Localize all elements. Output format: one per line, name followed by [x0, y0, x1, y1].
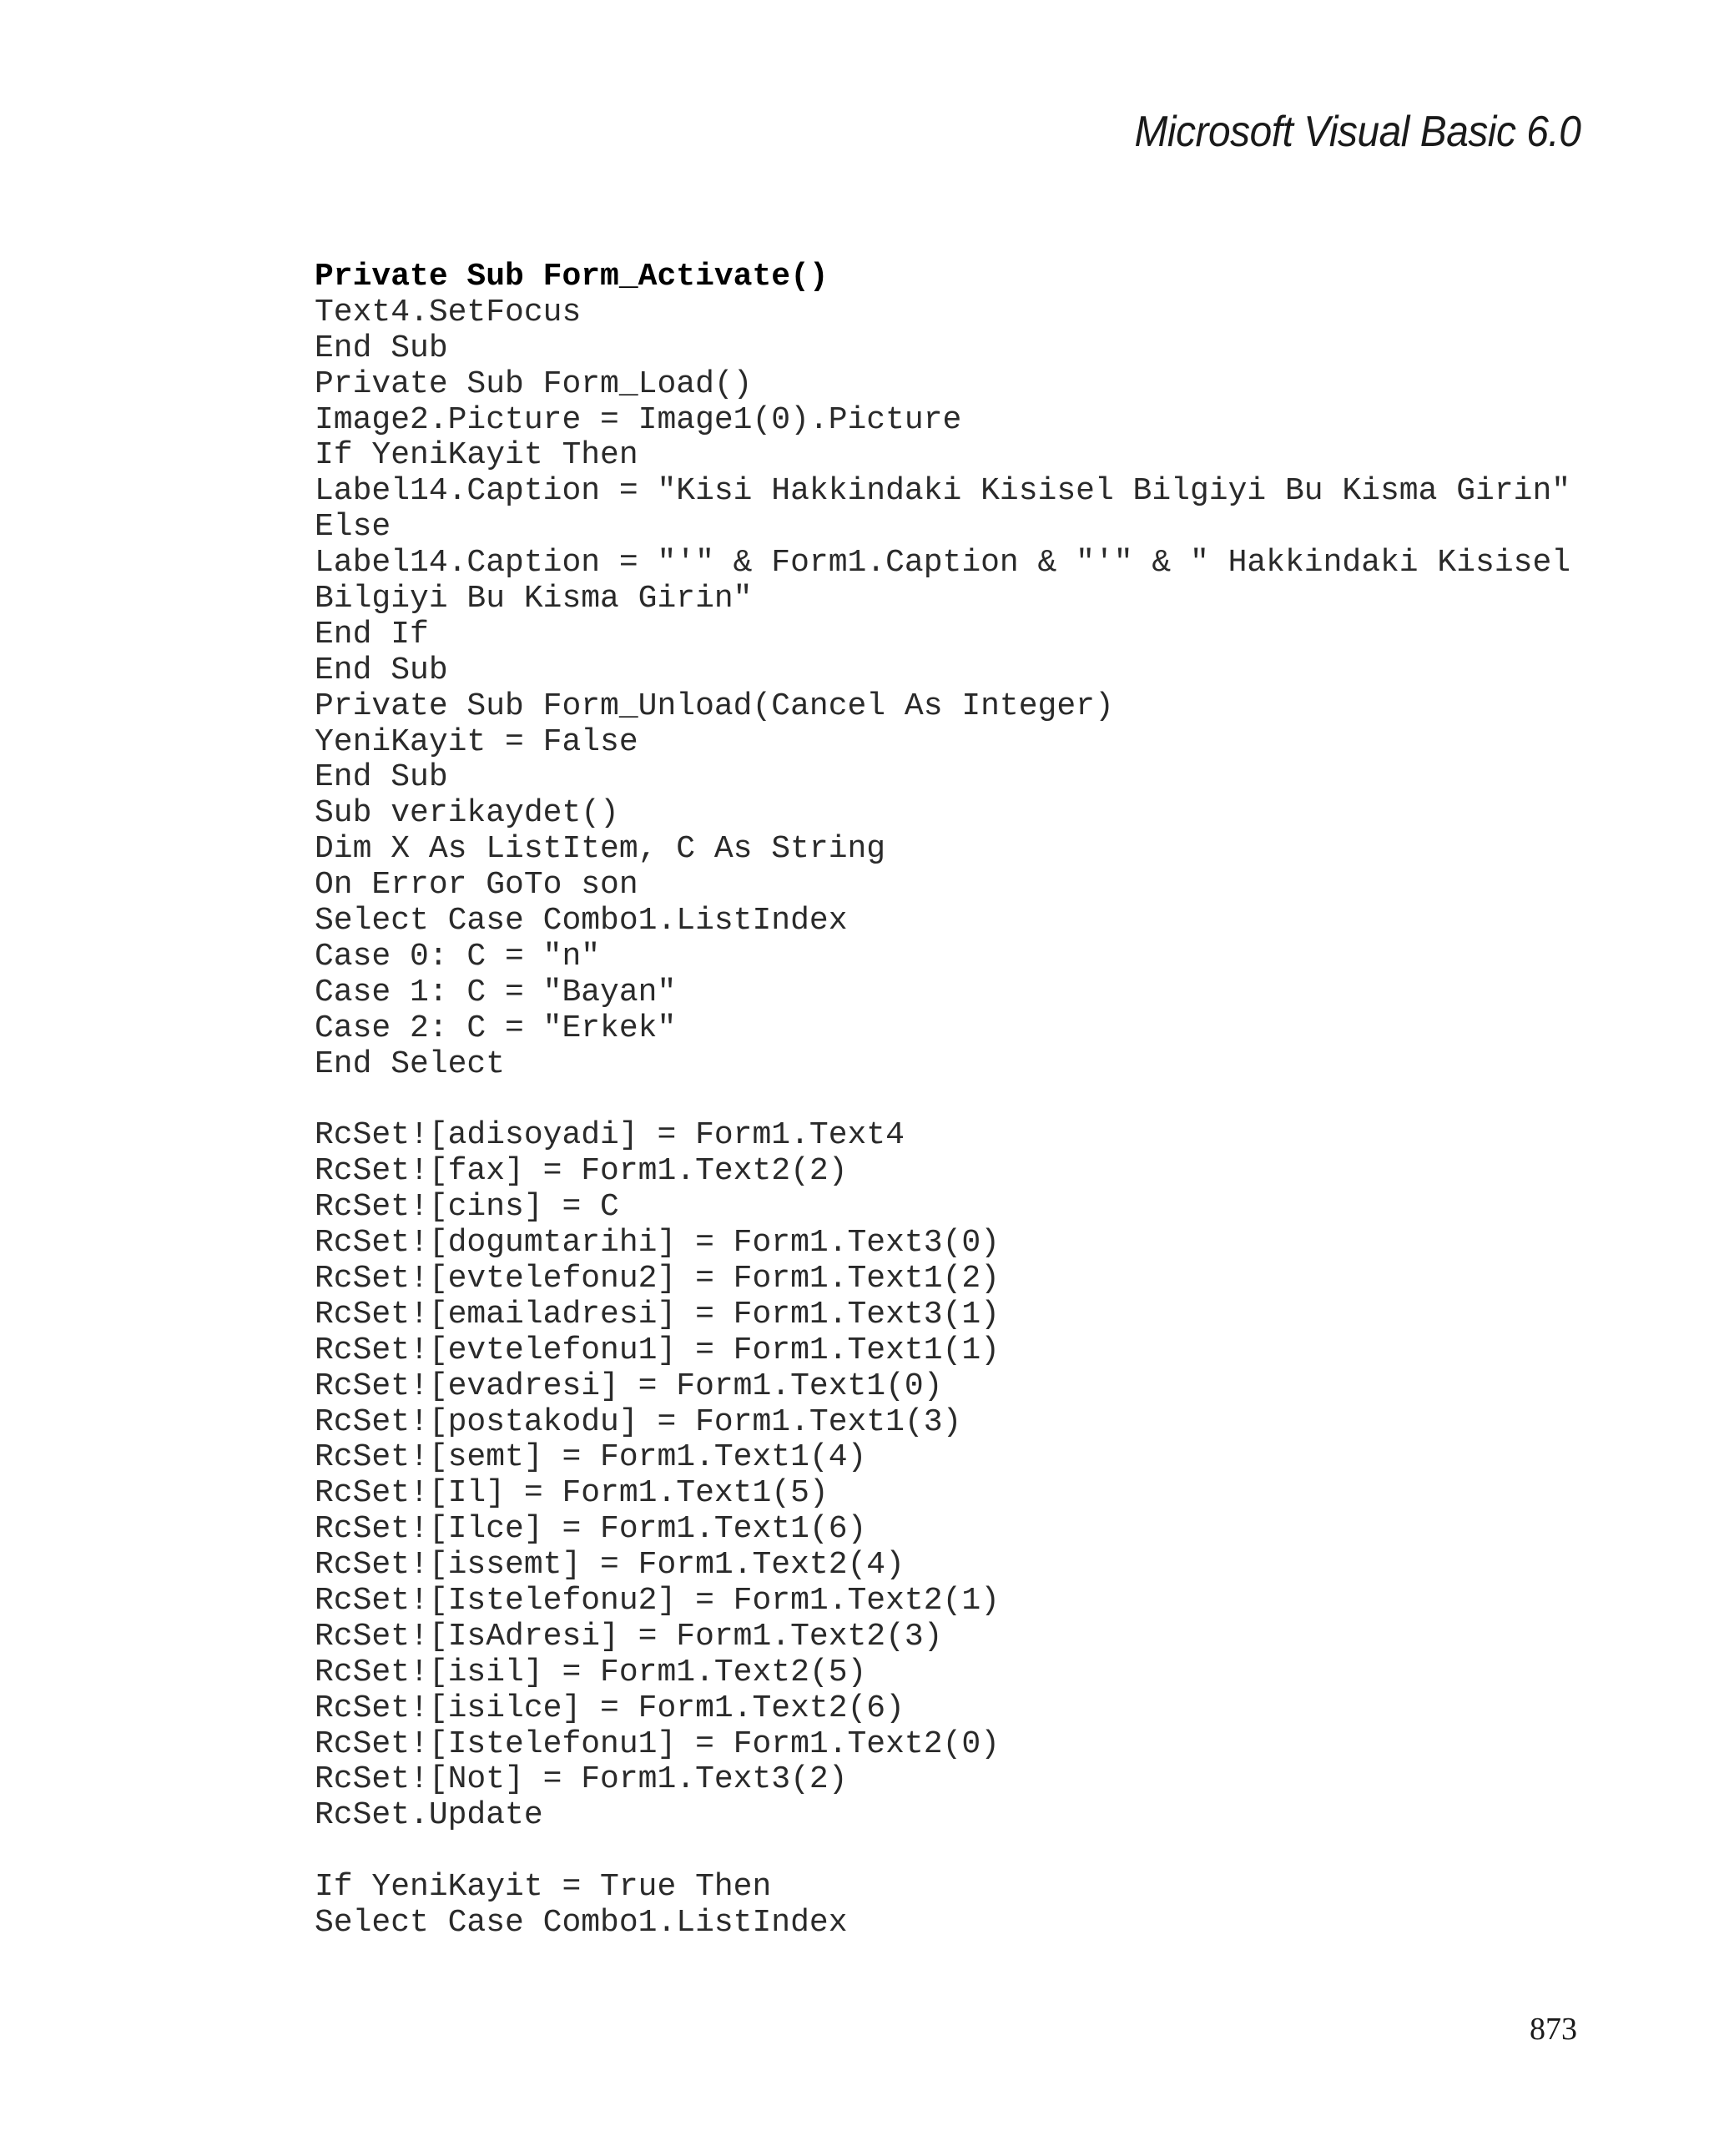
code-line: RcSet![postakodu] = Form1.Text1(3)	[315, 1403, 962, 1440]
code-line: RcSet![evtelefonu1] = Form1.Text1(1)	[315, 1332, 1000, 1368]
code-line: End Sub	[315, 759, 448, 796]
code-line: Private Sub Form_Unload(Cancel As Integer)	[315, 688, 1114, 724]
code-line: RcSet![IsAdresi] = Form1.Text2(3)	[315, 1618, 943, 1655]
code-line: Bilgiyi Bu Kisma Girin"	[315, 581, 753, 617]
code-line: Private Sub Form_Load()	[315, 365, 753, 402]
code-line: RcSet![cins] = C	[315, 1189, 619, 1226]
code-line: RcSet![Ilce] = Form1.Text1(6)	[315, 1511, 867, 1548]
code-line: End If	[315, 616, 429, 652]
code-line: RcSet![semt] = Form1.Text1(4)	[315, 1439, 867, 1476]
code-line: RcSet![Il] = Form1.Text1(5)	[315, 1475, 829, 1512]
code-line: RcSet![issemt] = Form1.Text2(4)	[315, 1547, 905, 1584]
code-line: RcSet![evtelefonu2] = Form1.Text1(2)	[315, 1260, 1000, 1297]
code-line: Label14.Caption = "'" & Form1.Caption & "'" & " Hakkindaki Kisisel	[315, 545, 1571, 582]
code-line: YeniKayit = False	[315, 723, 638, 760]
code-line: RcSet![isil] = Form1.Text2(5)	[315, 1654, 867, 1690]
code-line: RcSet![fax] = Form1.Text2(2)	[315, 1153, 848, 1190]
code-line: Case 2: C = "Erkek"	[315, 1010, 677, 1046]
page-number: 873	[1530, 2012, 1577, 2047]
code-line: Private Sub Form_Activate()	[315, 259, 829, 295]
code-line: If YeniKayit = True Then	[315, 1869, 772, 1906]
code-line: On Error GoTo son	[315, 867, 638, 904]
code-line: RcSet![emailadresi] = Form1.Text3(1)	[315, 1296, 1000, 1332]
code-line: RcSet.Update	[315, 1797, 543, 1834]
code-line: RcSet![dogumtarihi] = Form1.Text3(0)	[315, 1225, 1000, 1262]
code-line: Text4.SetFocus	[315, 294, 582, 330]
code-line: Select Case Combo1.ListIndex	[315, 1904, 848, 1941]
code-line: Select Case Combo1.ListIndex	[315, 903, 848, 939]
code-line: RcSet![Istelefonu1] = Form1.Text2(0)	[315, 1725, 1000, 1762]
code-line: RcSet![Not] = Form1.Text3(2)	[315, 1761, 848, 1798]
code-line: If YeniKayit Then	[315, 437, 638, 474]
running-header: Microsoft Visual Basic 6.0	[1134, 108, 1580, 156]
code-line: Case 0: C = "n"	[315, 938, 601, 975]
code-line: Image2.Picture = Image1(0).Picture	[315, 401, 962, 438]
code-line: RcSet![isilce] = Form1.Text2(6)	[315, 1690, 905, 1726]
code-line: Label14.Caption = "Kisi Hakkindaki Kisisel Bilgiyi Bu Kisma Girin"	[315, 473, 1571, 510]
code-line: RcSet![evadresi] = Form1.Text1(0)	[315, 1368, 943, 1404]
code-line: RcSet![adisoyadi] = Form1.Text4	[315, 1117, 905, 1154]
code-line: End Sub	[315, 652, 448, 688]
code-line: Sub verikaydet()	[315, 795, 619, 832]
code-line: Case 1: C = "Bayan"	[315, 974, 677, 1010]
code-line: End Sub	[315, 330, 448, 366]
code-line: End Select	[315, 1045, 506, 1082]
code-line: RcSet![Istelefonu2] = Form1.Text2(1)	[315, 1582, 1000, 1619]
code-line: Dim X As ListItem, C As String	[315, 831, 886, 868]
blank-line	[315, 1834, 1650, 1870]
blank-line	[315, 1082, 1650, 1118]
code-listing	[315, 259, 1650, 1942]
code-line: Else	[315, 509, 391, 546]
